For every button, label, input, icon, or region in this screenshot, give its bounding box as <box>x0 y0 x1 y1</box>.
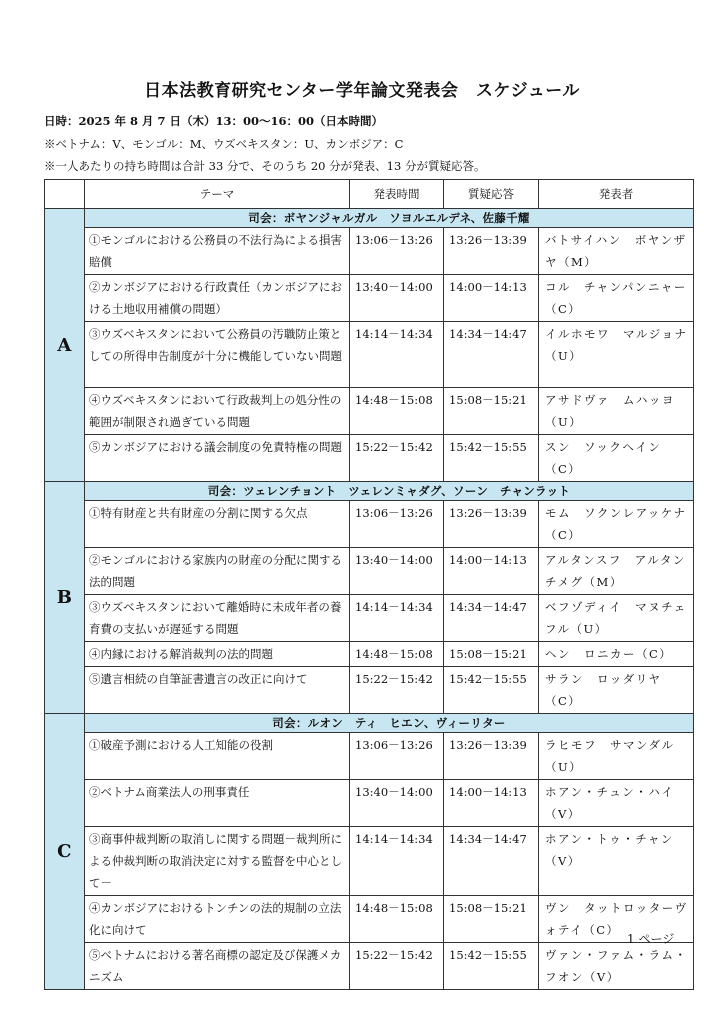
present-time-cell: 14:48－15:08 <box>350 642 444 667</box>
present-time-cell: 15:22－15:42 <box>350 943 444 990</box>
present-time-cell: 13:40－14:00 <box>350 780 444 827</box>
header-presenter: 発表者 <box>539 180 694 209</box>
group-label: B <box>45 482 85 714</box>
presenter-cell: スン ソックヘイン（C） <box>539 435 694 482</box>
table-row <box>45 501 694 548</box>
qa-time-cell: 13:26－13:39 <box>444 501 539 548</box>
header-present-time: 発表時間 <box>350 180 444 209</box>
presenter-cell: ヘン ロニカー（C） <box>539 642 694 667</box>
table-row <box>45 667 694 714</box>
table-row <box>45 595 694 642</box>
header-qa-time: 質疑応答 <box>444 180 539 209</box>
chair-cell: 司会：ツェレンチョント ツェレンミャダグ、ソーン チャンラット <box>85 482 694 501</box>
table-row <box>45 896 694 943</box>
theme-cell: ③ウズベキスタンにおいて離婚時に未成年者の養育費の支払いが遅延する問題 <box>85 595 350 642</box>
table-row <box>45 733 694 780</box>
present-time-cell: 14:48－15:08 <box>350 896 444 943</box>
present-time-cell: 14:48－15:08 <box>350 388 444 435</box>
theme-cell: ⑤遺言相続の自筆証書遺言の改正に向けて <box>85 667 350 714</box>
present-time-cell: 14:14－14:34 <box>350 827 444 896</box>
theme-cell: ④カンボジアにおけるトンチンの法的規制の立法化に向けて <box>85 896 350 943</box>
chair-cell: 司会：ルオン ティ ヒエン、ヴィーリター <box>85 714 694 733</box>
qa-time-cell: 15:08－15:21 <box>444 642 539 667</box>
country-legend-note: ※ベトナム：V、モンゴル：M、ウズベキスタン：U、カンボジア：C <box>44 137 404 151</box>
present-time-cell: 13:06－13:26 <box>350 501 444 548</box>
present-time-cell: 14:14－14:34 <box>350 322 444 388</box>
qa-time-cell: 13:26－13:39 <box>444 733 539 780</box>
theme-cell: ①破産予測における人工知能の役割 <box>85 733 350 780</box>
table-row <box>45 322 694 388</box>
table-row <box>45 780 694 827</box>
table-row <box>45 642 694 667</box>
chair-row <box>45 209 694 228</box>
theme-cell: ①モンゴルにおける公務員の不法行為による損害賠償 <box>85 228 350 275</box>
presenter-cell: ヴン タットロッターヴォテイ（C） <box>539 896 694 943</box>
presenter-cell: モム ソクンレアッケナ（C） <box>539 501 694 548</box>
theme-cell: ②モンゴルにおける家族内の財産の分配に関する法的問題 <box>85 548 350 595</box>
present-time-cell: 13:06－13:26 <box>350 733 444 780</box>
theme-cell: ①特有財産と共有財産の分割に関する欠点 <box>85 501 350 548</box>
table-row <box>45 548 694 595</box>
table-row <box>45 435 694 482</box>
theme-cell: ③ウズベキスタンにおいて公務員の汚職防止策としての所得申告制度が十分に機能していない問題 <box>85 322 350 388</box>
qa-time-cell: 14:00－14:13 <box>444 780 539 827</box>
table-row <box>45 827 694 896</box>
group-label: C <box>45 714 85 990</box>
presenter-cell: ホアン・チュン・ハイ（V） <box>539 780 694 827</box>
qa-time-cell: 14:34－14:47 <box>444 322 539 388</box>
table-row <box>45 228 694 275</box>
presenter-cell: ヴァン・ファム・ラム・フオン（V） <box>539 943 694 990</box>
present-time-cell: 13:40－14:00 <box>350 275 444 322</box>
qa-time-cell: 13:26－13:39 <box>444 228 539 275</box>
time-allocation-note: ※一人あたりの持ち時間は合計 33 分で、そのうち 20 分が発表、13 分が質疑応答。 <box>44 159 486 173</box>
theme-cell: ③商事仲裁判断の取消しに関する問題－裁判所による仲裁判断の取消決定に対する監督を中心として－ <box>85 827 350 896</box>
group-label: A <box>45 209 85 482</box>
presenter-cell: バトサイハン ボヤンザヤ（M） <box>539 228 694 275</box>
theme-cell: ②ベトナム商業法人の刑事責任 <box>85 780 350 827</box>
presenter-cell: ベフゾディイ マヌチェフル（U） <box>539 595 694 642</box>
page-title: 日本法教育研究センター学年論文発表会 スケジュール <box>144 81 580 101</box>
presenter-cell: アルタンスフ アルタンチメグ（M） <box>539 548 694 595</box>
chair-cell: 司会：ボヤンジャルガル ソヨルエルデネ、佐藤千耀 <box>85 209 694 228</box>
presenter-cell: イルホモワ マルジョナ（U） <box>539 322 694 388</box>
date-line: 日時：2025 年 8 月 7 日（木）13：00〜16：00（日本時間） <box>44 114 384 128</box>
qa-time-cell: 15:42－15:55 <box>444 667 539 714</box>
header-theme: テーマ <box>85 180 350 209</box>
present-time-cell: 15:22－15:42 <box>350 435 444 482</box>
present-time-cell: 13:06－13:26 <box>350 228 444 275</box>
presenter-cell: アサドヴァ ムハッヨ（U） <box>539 388 694 435</box>
table-row <box>45 943 694 990</box>
table-row <box>45 388 694 435</box>
qa-time-cell: 15:42－15:55 <box>444 435 539 482</box>
schedule-table <box>44 179 694 990</box>
presenter-cell: サラン ロッダリヤ（C） <box>539 667 694 714</box>
table-row <box>45 275 694 322</box>
qa-time-cell: 15:08－15:21 <box>444 896 539 943</box>
theme-cell: ⑤カンボジアにおける議会制度の免責特権の問題 <box>85 435 350 482</box>
present-time-cell: 14:14－14:34 <box>350 595 444 642</box>
present-time-cell: 15:22－15:42 <box>350 667 444 714</box>
present-time-cell: 13:40－14:00 <box>350 548 444 595</box>
qa-time-cell: 15:08－15:21 <box>444 388 539 435</box>
chair-row <box>45 482 694 501</box>
theme-cell: ⑤ベトナムにおける著名商標の認定及び保護メカニズム <box>85 943 350 990</box>
theme-cell: ④内縁における解消裁判の法的問題 <box>85 642 350 667</box>
theme-cell: ④ウズベキスタンにおいて行政裁判上の処分性の範囲が制限され過ぎている問題 <box>85 388 350 435</box>
header-group-cell <box>45 180 85 209</box>
qa-time-cell: 14:34－14:47 <box>444 827 539 896</box>
qa-time-cell: 14:34－14:47 <box>444 595 539 642</box>
page-number: 1 ページ <box>627 932 675 946</box>
qa-time-cell: 14:00－14:13 <box>444 548 539 595</box>
presenter-cell: ホアン・トゥ・チャン（V） <box>539 827 694 896</box>
qa-time-cell: 14:00－14:13 <box>444 275 539 322</box>
table-header-row <box>45 180 694 209</box>
presenter-cell: コル チャンパンニャー（C） <box>539 275 694 322</box>
presenter-cell: ラヒモフ サマンダル（U） <box>539 733 694 780</box>
chair-row <box>45 714 694 733</box>
qa-time-cell: 15:42－15:55 <box>444 943 539 990</box>
theme-cell: ②カンボジアにおける行政責任（カンボジアにおける土地収用補償の問題） <box>85 275 350 322</box>
